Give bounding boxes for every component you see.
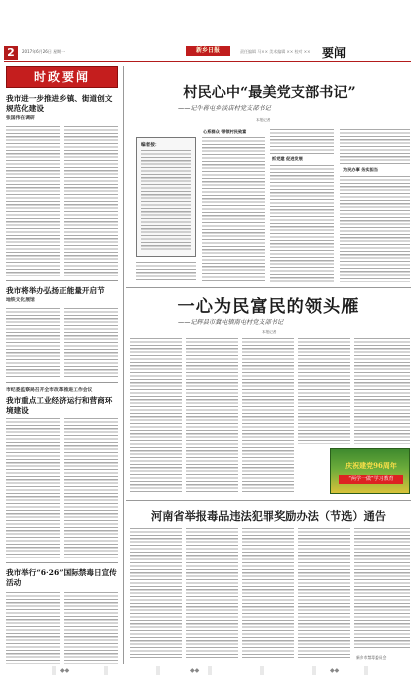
- article-2-byline: 本报记者: [262, 330, 277, 334]
- article-2-col1: [130, 338, 182, 494]
- header-editor-line: 责任编辑 马×× 美术编辑 ×× 校对 ××: [240, 49, 311, 54]
- sidebar-body-3b: [64, 418, 118, 558]
- header-date: 2017年6月26日 星期一: [22, 49, 66, 54]
- banner-title: 庆祝建党96周年: [345, 461, 397, 470]
- party-anniversary-banner: [330, 448, 410, 494]
- article-2-col2: [186, 338, 238, 494]
- article-3-col2: [186, 528, 238, 658]
- article-3-col1: [130, 528, 182, 658]
- article-1-col4b: [340, 176, 410, 282]
- footer-ornament-icon: ◆◆: [330, 667, 340, 674]
- header-rule: [4, 61, 411, 62]
- sidebar-headline-2: 我市将举办弘扬正能量开启节: [6, 286, 105, 295]
- sidebar-body-1b: [64, 126, 118, 276]
- article-1-col4a: [340, 129, 410, 164]
- page-header: [0, 0, 415, 62]
- sidebar-banner: [6, 66, 118, 88]
- article-1-title: 村民心中“最美党支部书记”: [183, 85, 356, 101]
- section-title: 要闻: [322, 46, 347, 60]
- article-1-col3a: [270, 129, 334, 154]
- article-1-byline: 本报记者: [256, 118, 271, 122]
- sidebar-body-2b: [64, 308, 118, 378]
- sidebar-body-2a: [6, 308, 60, 378]
- banner-subtitle: “两学一做”学习教育: [339, 475, 403, 484]
- article-1-col1-tail: [136, 262, 196, 282]
- article-3-col5: [354, 528, 410, 650]
- article-1-subhead-3: 为民办事 务实担当: [343, 167, 378, 172]
- article-3-col4: [298, 528, 350, 658]
- footer-ornament-icon: ◆◆: [190, 667, 200, 674]
- newspaper-masthead: 新乡日报: [186, 46, 230, 56]
- editor-note-body: [141, 150, 191, 252]
- article-2-subtitle: ——记辉县市冀屯镇南屯村党支部书记: [178, 319, 284, 326]
- article-3-signature: 新乡市禁毒委员会: [356, 655, 387, 660]
- sidebar-body-4b: [64, 592, 118, 664]
- sidebar-divider-2: [6, 382, 118, 383]
- sidebar-body-3a: [6, 418, 60, 558]
- article-2-col3: [242, 338, 294, 494]
- article-2-title: 一心为民富民的领头雁: [177, 297, 360, 317]
- editor-note-box: [136, 137, 196, 257]
- sidebar-subheadline-1: 张国伟在调研: [6, 116, 35, 121]
- sidebar-divider-3: [6, 562, 118, 563]
- editor-note-label: 编者按：: [141, 143, 160, 148]
- page-number: 2: [4, 46, 18, 60]
- footer-ornament-icon: ◆◆: [60, 667, 70, 674]
- sidebar-body-1a: [6, 126, 60, 276]
- article-2-col4: [298, 338, 350, 444]
- article-1-subhead-1: 心系群众 带领村民致富: [203, 129, 247, 134]
- sidebar-body-4a: [6, 592, 60, 664]
- sidebar-divider-1: [6, 280, 118, 281]
- sidebar-news-column: [4, 66, 120, 676]
- sidebar-subheadline-3: 我市重点工业经济运行和营商环境建设: [6, 396, 113, 415]
- article-divider-2: [126, 500, 411, 501]
- article-1-subtitle: ——记牛蒋屯乡淡店村党支部书记: [178, 105, 271, 112]
- article-3-title: 河南省举报毒品违法犯罪奖励办法（节选）通告: [151, 509, 386, 523]
- article-1-col2: [202, 137, 265, 282]
- sidebar-subheadline-2: 地铁文化展馆: [6, 298, 35, 303]
- column-divider: [123, 66, 124, 664]
- sidebar-headline-4: 我市举行“6·26”国际禁毒日宣传活动: [6, 568, 117, 587]
- article-1-col3b: [270, 165, 334, 282]
- article-2-col5: [354, 338, 410, 444]
- sidebar-banner-label: 时政要闻: [33, 70, 90, 84]
- article-1-subhead-2: 抓党建 促进发展: [272, 156, 303, 161]
- article-divider-1: [126, 287, 411, 288]
- article-3-col3: [242, 528, 294, 658]
- sidebar-headline-3: 市纪委监察局召开全市改革推进工作会议: [6, 388, 93, 393]
- sidebar-headline-1: 我市进一步推进乡镇、街道创文规范化建设: [6, 94, 113, 113]
